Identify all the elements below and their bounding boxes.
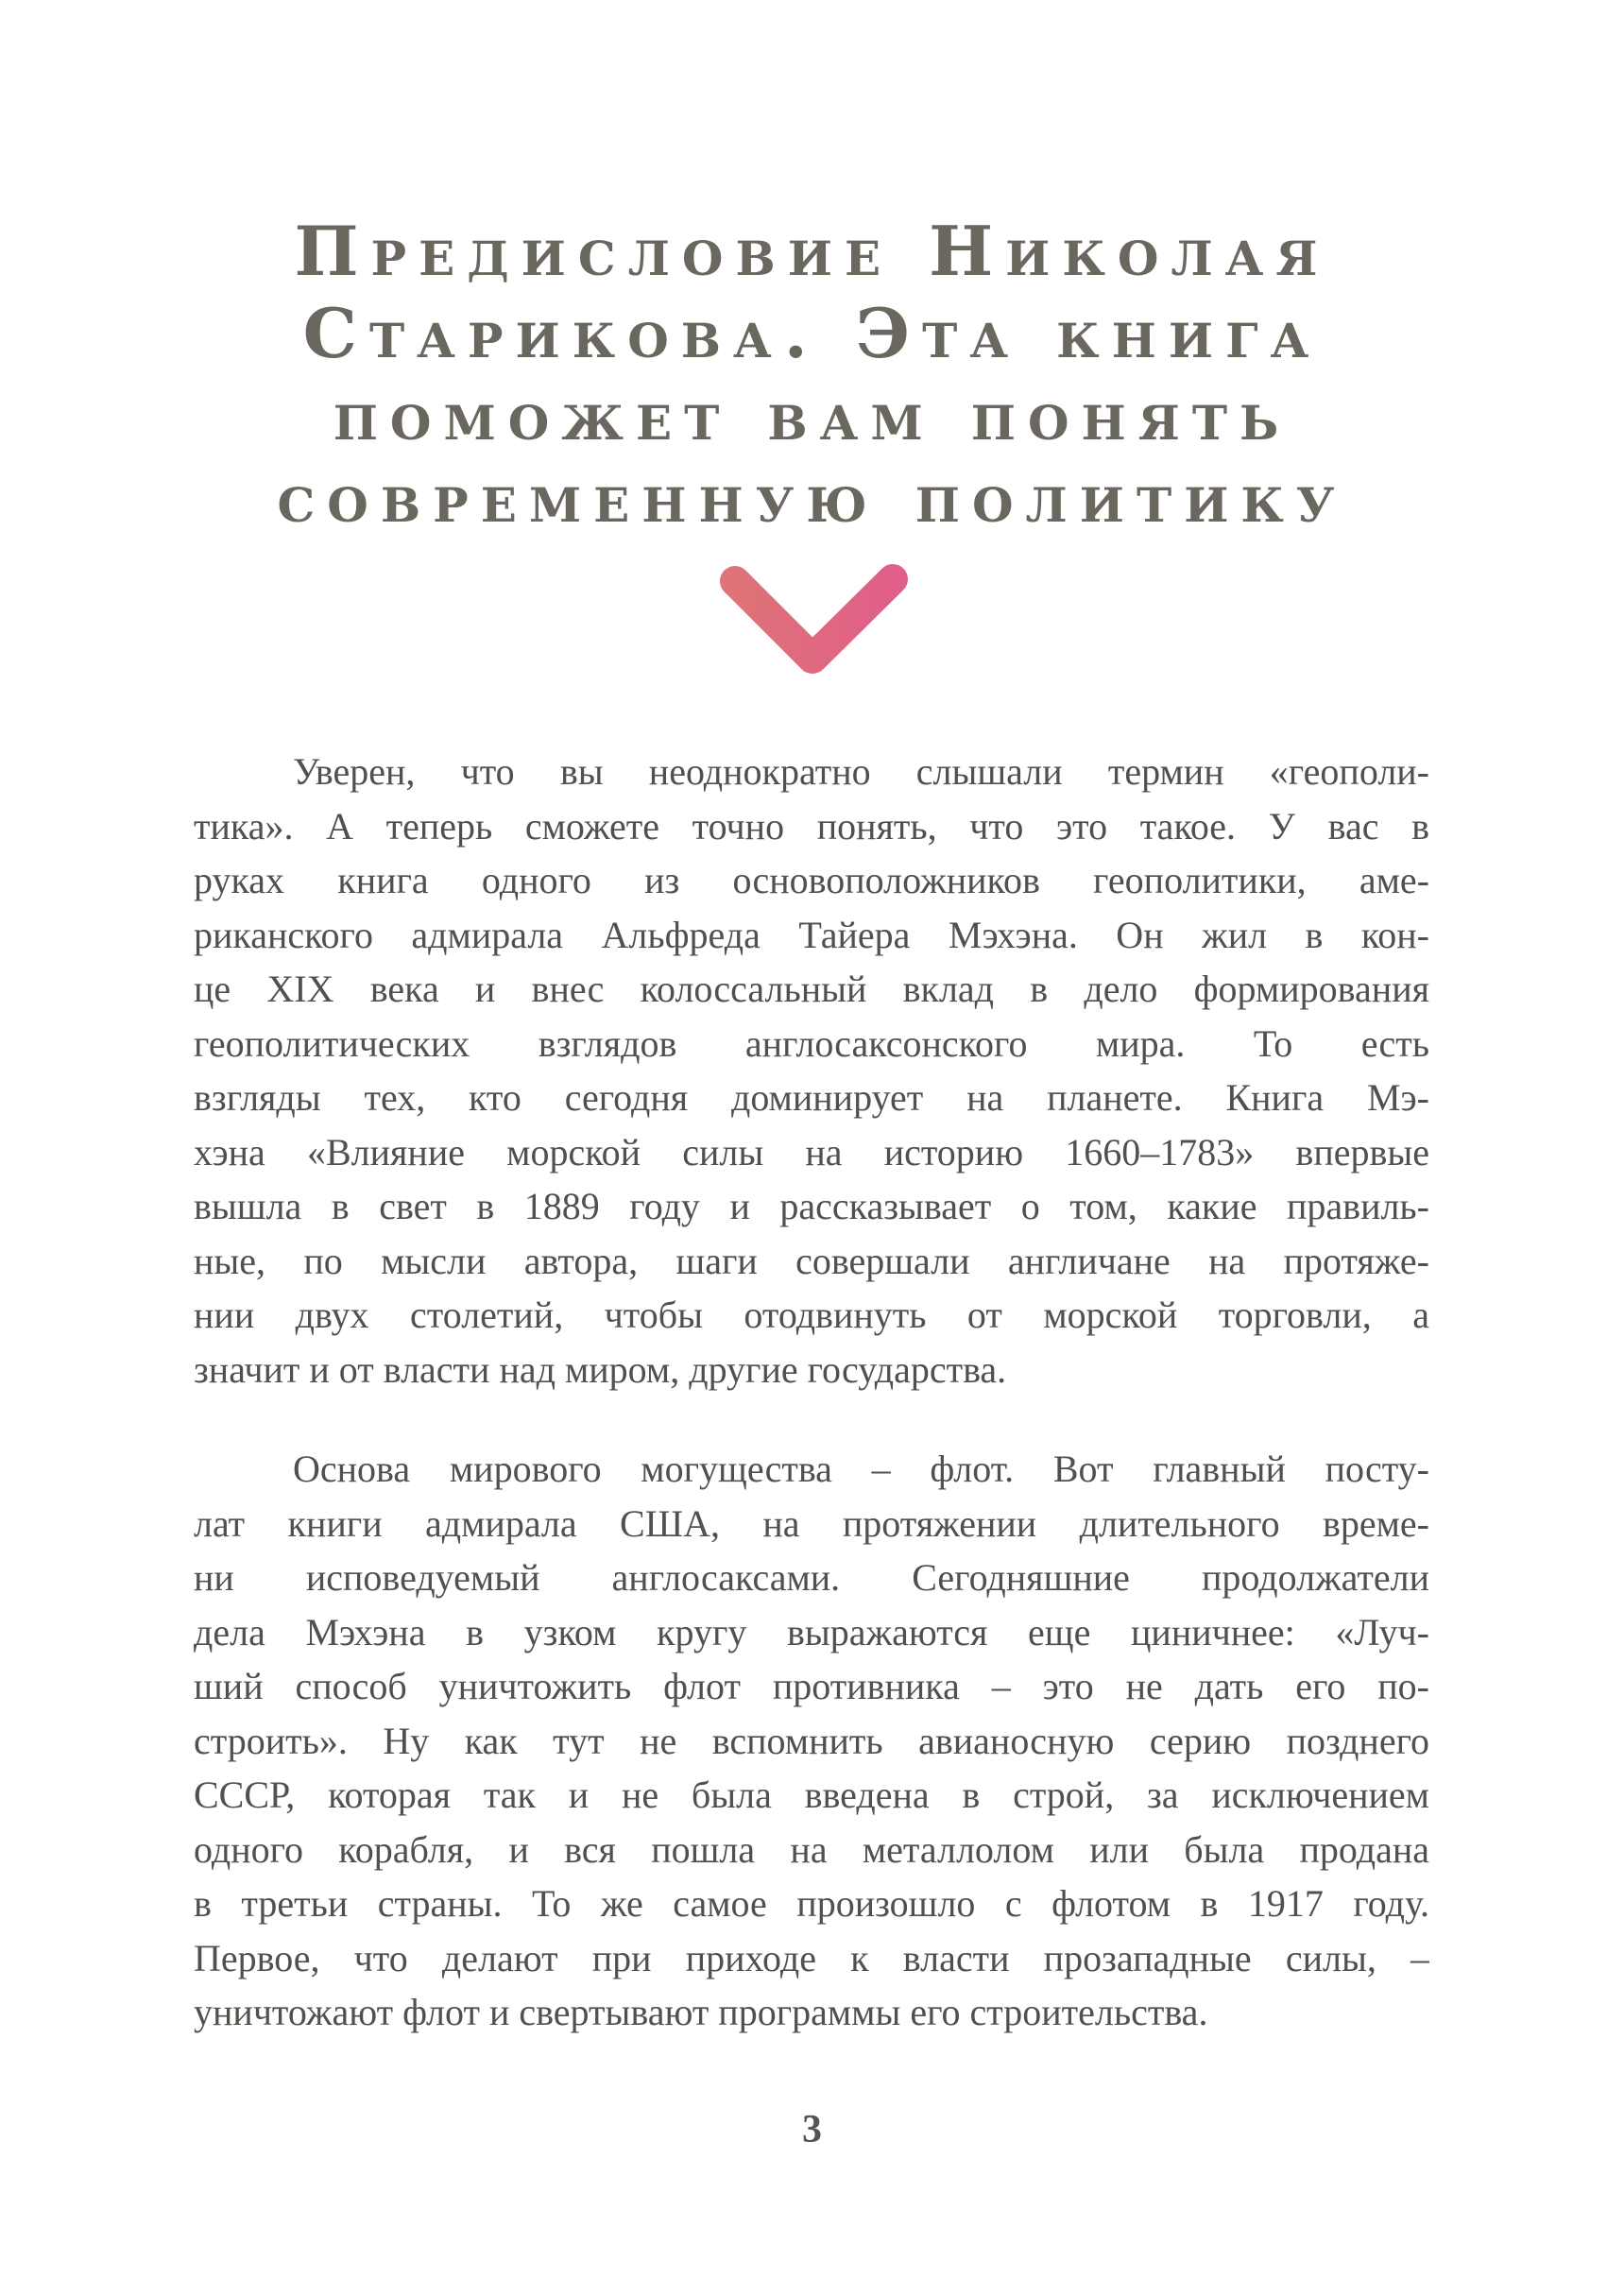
text-line: нии двух столетий, чтобы отодвинуть от морской торговли, а [194,1294,1429,1336]
text-line: лат книги адмирала США, на протяжении длительного време- [194,1501,1429,1545]
text-line: вышла в свет в 1889 году и рассказывает о том, какие правиль- [194,1185,1429,1227]
chevron-down-icon [719,563,908,675]
text-line: строить». Ну как тут не вспомнить авианосную серию позднего [194,1719,1429,1762]
text-line: одного корабля, и вся пошла на металлолом или была продана [194,1827,1429,1871]
text-line: дела Мэхэна в узком кругу выражаются еще циничнее: «Луч- [194,1610,1429,1653]
text-line: значит и от власти над миром, другие государства. [194,1347,1007,1391]
text-line: хэна «Влияние морской силы на историю 1660–1783» впервые [194,1130,1429,1174]
text-line: геополитических взглядов англосаксонского мира. То есть [194,1021,1429,1065]
text-line: Уверен, что вы неоднократно слышали термин «геополи- [293,750,1429,793]
text-line: СССР, которая так и не была введена в строй, за исключением [194,1773,1429,1816]
text-line: це XIX века и внес колоссальный вклад в дело формирования [194,968,1429,1010]
chapter-title-line: Старикова. Эта книга [302,293,1322,373]
text-line: в третьи страны. То же самое произошло с флотом в 1917 году. [194,1882,1429,1925]
chapter-title-line: современную политику [277,457,1347,538]
text-line: ни исповедуемый англосаксами. Сегодняшние продолжатели [194,1556,1429,1599]
text-line: ший способ уничтожить флот противника – это не дать его по- [194,1665,1429,1707]
text-line: Первое, что делают при приходе к власти прозападные силы, – [194,1936,1429,1979]
text-line: руках книга одного из основоположников геополитики, аме- [194,859,1429,901]
chapter-title [0,210,1624,539]
text-line: тика». А теперь сможете точно понять, что это такое. У вас в [194,804,1429,848]
paragraph-2 [194,1442,1429,2040]
text-line: ные, по мысли автора, шаги совершали англичане на протяже- [194,1239,1429,1282]
paragraph-1 [194,745,1429,1396]
page-number: 3 [802,2108,822,2151]
chapter-title-line: поможет вам понять [333,375,1291,455]
body-text [194,745,1429,2040]
chapter-title-line: Предисловие Николая [294,211,1330,291]
text-line: Основа мирового могущества – флот. Вот главный посту- [293,1448,1429,1490]
text-line: риканского адмирала Альфреда Тайера Мэхэна. Он жил в кон- [194,913,1429,956]
text-line: взгляды тех, кто сегодня доминирует на планете. Книга Мэ- [194,1076,1429,1119]
text-line: уничтожают флот и свертывают программы его строительства. [194,1991,1208,2033]
